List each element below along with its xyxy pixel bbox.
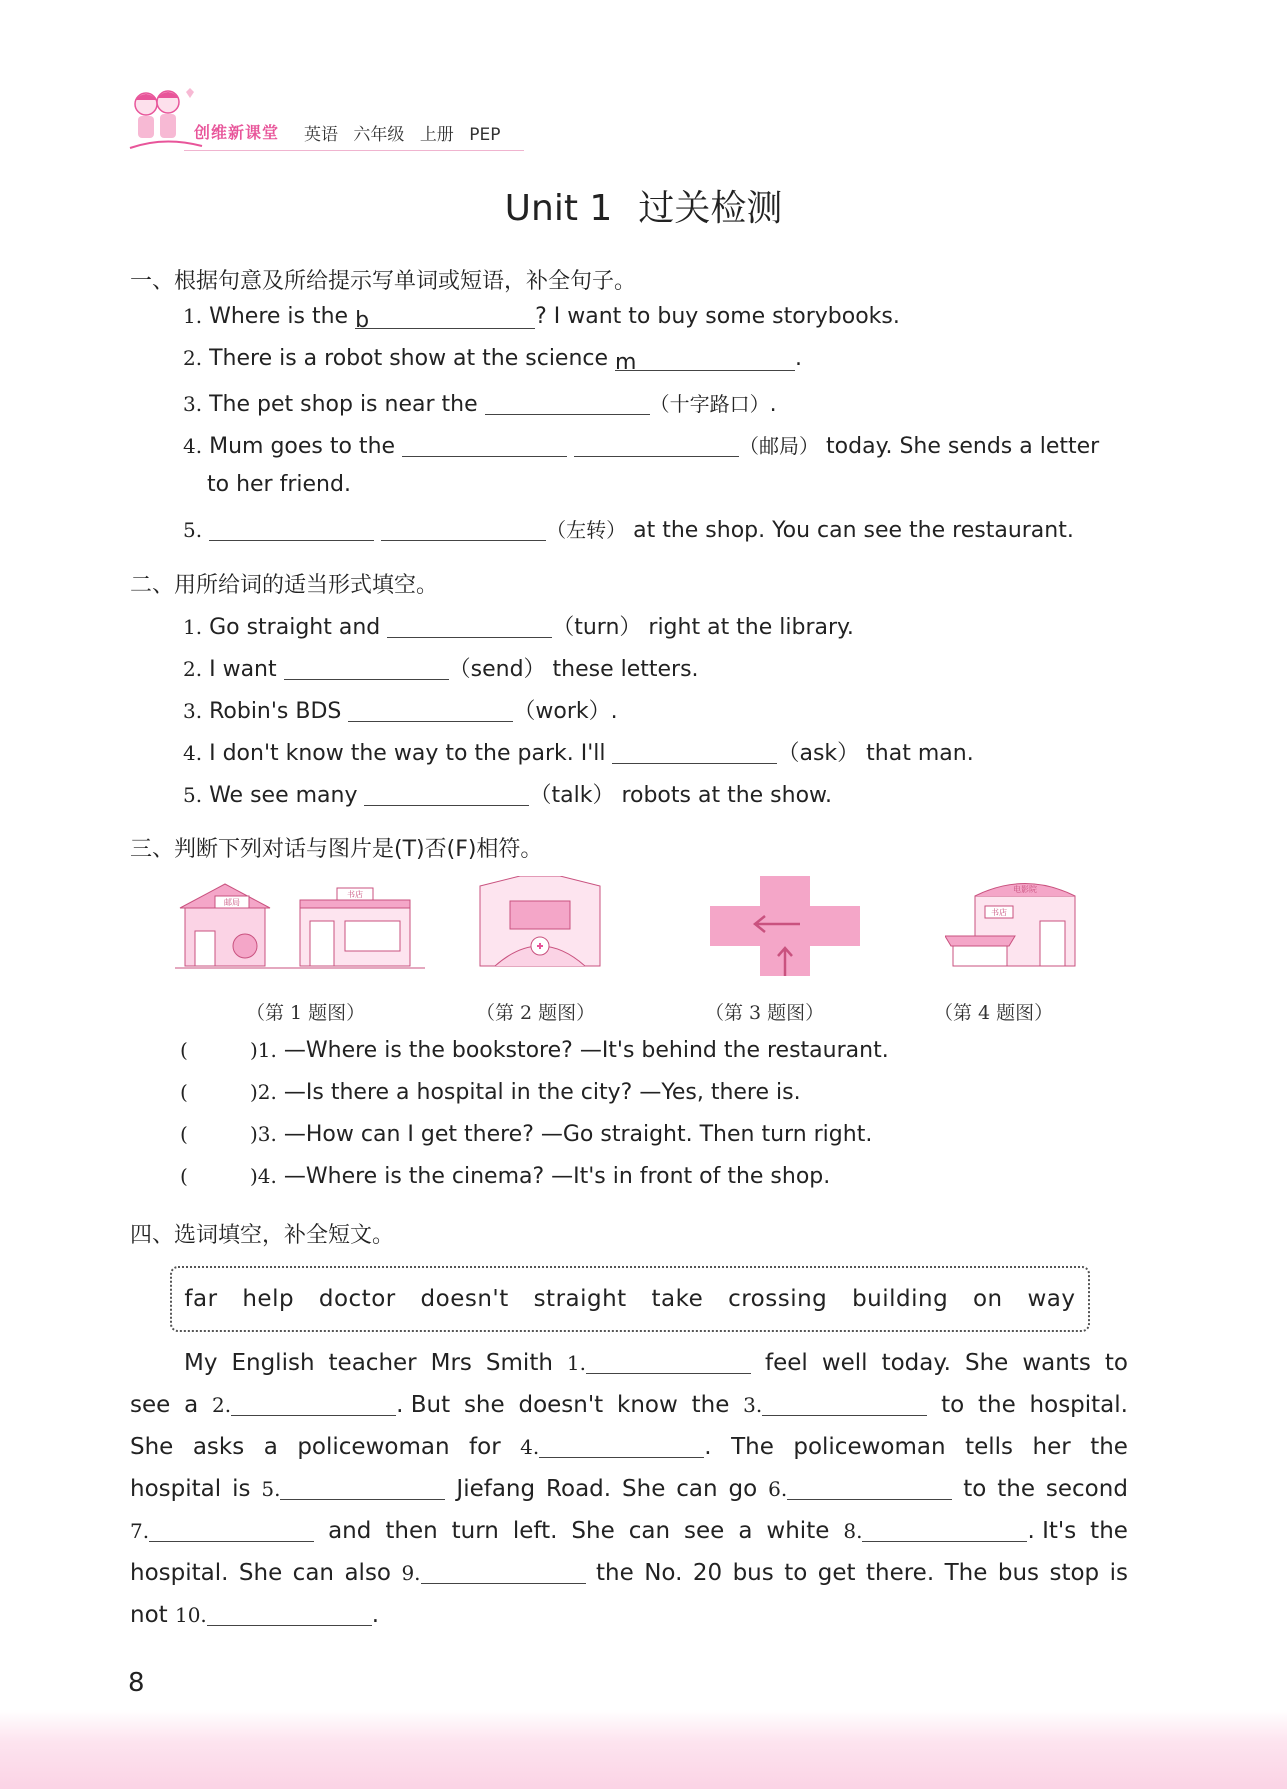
caption-3: （第 3 题图） xyxy=(705,1002,825,1024)
passage-line-7: not 10. . xyxy=(130,1602,380,1628)
word-bank xyxy=(170,1266,1090,1332)
answer-blank[interactable] xyxy=(612,743,777,764)
brand-name: 创维新课堂 xyxy=(194,123,280,142)
caption-1: （第 1 题图） xyxy=(246,1002,366,1024)
s1-item-5: 5. （左转） at the shop. You can see the restaurant. xyxy=(183,518,1074,543)
s1-item-3: 3. The pet shop is near the （十字路口）. xyxy=(183,392,777,417)
answer-paren[interactable]: ( xyxy=(180,1164,188,1188)
page-header xyxy=(124,86,584,156)
passage-line-5: 7. and then turn left. She can see a white 8. . It's the xyxy=(130,1518,1128,1544)
word-bank-item: doesn't xyxy=(420,1286,509,1312)
s2-item-5: 5. We see many （talk） robots at the show. xyxy=(183,783,833,808)
passage-line-6: hospital. She can also 9. the No. 20 bus to get there. The bus stop is xyxy=(130,1560,1128,1586)
answer-blank[interactable] xyxy=(231,1395,396,1416)
answer-blank[interactable] xyxy=(207,1605,372,1626)
word-bank-item: crossing xyxy=(728,1286,828,1312)
word-bank-item: straight xyxy=(533,1286,627,1312)
word-bank-item: way xyxy=(1027,1286,1076,1312)
answer-blank[interactable] xyxy=(280,1479,445,1500)
s2-item-4: 4. I don't know the way to the park. I'll （ask） that man. xyxy=(183,741,974,766)
caption-2: （第 2 题图） xyxy=(476,1002,596,1024)
section-2-heading: 二、用所给词的适当形式填空。 xyxy=(130,573,439,598)
pic-label: 书店 xyxy=(991,908,1007,917)
s1-item-2: 2. There is a robot show at the science m . xyxy=(183,346,803,375)
answer-blank[interactable] xyxy=(539,1437,704,1458)
s2-item-2: 2. I want （send） these letters. xyxy=(183,657,699,682)
answer-blank[interactable] xyxy=(364,785,529,806)
kids-logo-icon xyxy=(124,86,204,156)
picture-row xyxy=(170,876,1100,976)
pic-label: 邮局 xyxy=(224,898,240,907)
pic-label: 电影院 xyxy=(1013,885,1037,894)
answer-blank[interactable] xyxy=(762,1395,927,1416)
header-divider xyxy=(184,150,524,151)
section-4-heading: 四、选词填空，补全短文。 xyxy=(130,1223,395,1248)
answer-blank[interactable]: b xyxy=(355,308,535,329)
pic-label: 书店 xyxy=(347,890,363,899)
tf-item-1: ( )1. —Where is the bookstore? —It's behind the restaurant. xyxy=(180,1038,889,1063)
answer-blank[interactable] xyxy=(284,659,449,680)
unit-label: Unit 1 xyxy=(504,188,613,229)
s1-item-1: 1. Where is the b ? I want to buy some storybooks. xyxy=(183,304,900,333)
tf-item-2: ( )2. —Is there a hospital in the city? —Yes, there is. xyxy=(180,1080,801,1105)
answer-blank[interactable] xyxy=(348,701,513,722)
s2-item-3: 3. Robin's BDS （work）. xyxy=(183,699,618,724)
answer-blank[interactable] xyxy=(586,1353,751,1374)
post-office-bookstore-picture xyxy=(175,876,425,976)
answer-blank[interactable] xyxy=(574,436,739,457)
word-bank-item: doctor xyxy=(318,1286,396,1312)
answer-paren[interactable]: ( xyxy=(180,1038,188,1062)
tf-item-3: ( )3. —How can I get there? —Go straight. Then turn right. xyxy=(180,1122,873,1147)
grade: 六年级 xyxy=(353,125,405,145)
s1-item-4-cont: to her friend. xyxy=(207,472,351,497)
test-name: 过关检测 xyxy=(638,188,783,229)
passage-line-2: see a 2. . But she doesn't know the 3. to the hospital. xyxy=(130,1392,1128,1418)
passage-line-4: hospital is 5. Jiefang Road. She can go 6. to the second xyxy=(130,1476,1128,1502)
hospital-picture xyxy=(465,876,615,976)
answer-blank[interactable] xyxy=(402,436,567,457)
edition: PEP xyxy=(469,125,501,145)
caption-4: （第 4 题图） xyxy=(934,1002,1054,1024)
answer-blank[interactable] xyxy=(862,1521,1027,1542)
s2-item-1: 1. Go straight and （turn） right at the library. xyxy=(183,615,854,640)
cinema-shop-picture xyxy=(945,876,1095,976)
answer-paren[interactable]: ( xyxy=(180,1122,188,1146)
section-1-heading: 一、根据句意及所给提示写单词或短语，补全句子。 xyxy=(130,269,637,294)
answer-blank[interactable] xyxy=(485,394,650,415)
answer-blank[interactable] xyxy=(149,1521,314,1542)
tf-item-4: ( )4. —Where is the cinema? —It's in front of the shop. xyxy=(180,1164,831,1189)
word-bank-item: on xyxy=(972,1286,1003,1312)
subject: 英语 xyxy=(304,125,338,145)
word-bank-item: take xyxy=(651,1286,704,1312)
word-bank-item: help xyxy=(242,1286,295,1312)
footer-band xyxy=(0,1710,1287,1789)
page-title xyxy=(0,180,1287,231)
word-bank-item: far xyxy=(184,1286,218,1312)
answer-blank[interactable] xyxy=(421,1563,586,1584)
answer-blank[interactable] xyxy=(209,520,374,541)
word-bank-item: building xyxy=(852,1286,949,1312)
crossroad-map-picture xyxy=(710,876,860,976)
answer-blank[interactable] xyxy=(387,617,552,638)
passage-line-3: She asks a policewoman for 4. . The policewoman tells her the xyxy=(130,1434,1128,1460)
book-info xyxy=(304,120,510,145)
volume: 上册 xyxy=(419,125,454,145)
answer-paren[interactable]: ( xyxy=(180,1080,188,1104)
page-number: 8 xyxy=(128,1668,145,1698)
answer-blank[interactable]: m xyxy=(615,350,795,371)
section-3-heading: 三、判断下列对话与图片是(T)否(F)相符。 xyxy=(130,837,543,862)
passage-line-1: My English teacher Mrs Smith 1. feel well today. She wants to xyxy=(184,1350,1128,1376)
answer-blank[interactable] xyxy=(787,1479,952,1500)
s1-item-4: 4. Mum goes to the （邮局） today. She sends a letter xyxy=(183,434,1100,459)
answer-blank[interactable] xyxy=(381,520,546,541)
